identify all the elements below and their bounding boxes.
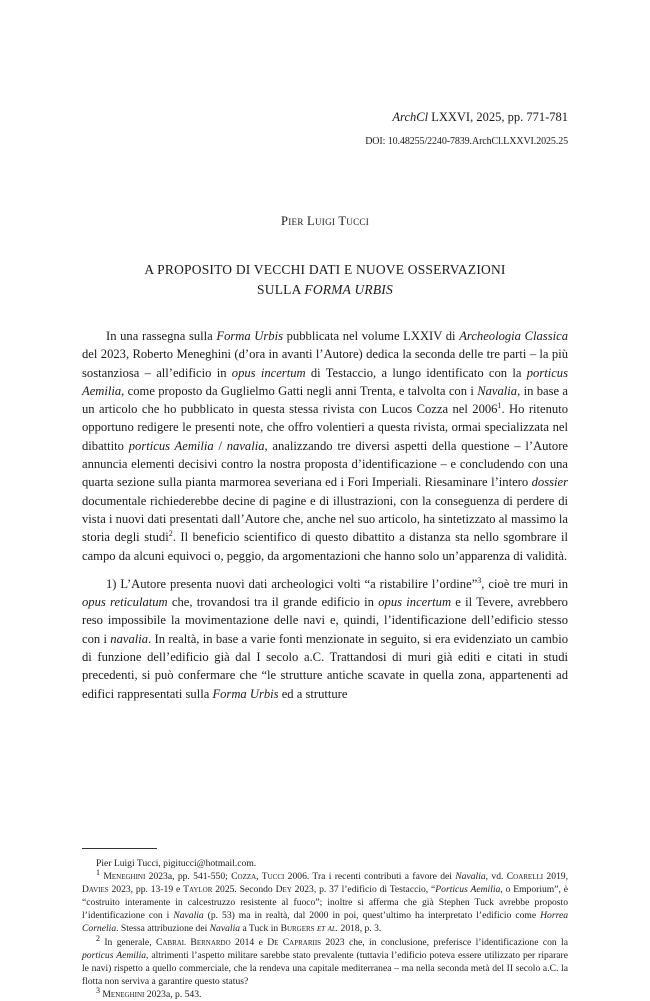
paragraph-1: In una rassegna sulla Forma Urbis pubblicata nel volume LXXIV di Archeologia Classica del 2023, Roberto Meneghini (d’ora in avanti l’Autore) dedica la seconda delle tre parti – la più sostanziosa – all’edificio in opus incertum di Testaccio, a lungo identificato con la porticus Aemilia, come proposto da Guglielmo Gatti negli anni Trenta, e talvolta con i Navalia, in base a un articolo che ho pubblicato in questa stessa rivista con Lucos Cozza nel 2006$^1$. Ho ritenuto opportuno redigere le presenti note, che offro volentieri a questa rivista, ormai specializzata nel dibattito porticus Aemilia / navalia, analizzando tre diversi aspetti della questione – l’Autore annuncia elementi decisivi contro la nostra proposta d’identificazione – e concludendo con una quarta sezione sulla pianta marmorea severiana ed i Fori Imperiali. Riesaminare l’intero dossier documentale richiederebbe decine di pagine e di illustrazioni, con la conseguenza di perdere di vista i nuovi dati presentati dall’Autore che, anche nel suo articolo, ha sintetizzato al massimo la storia degli studi$^2$. Il beneficio scientifico di questo dibattito a distanza sta nello sgombrare il campo da alcuni equivoci o, peggio, da argomentazioni che hanno solo un’apparenza di validità. [82,329,569,563]
footnote-1: $^1$ Meneghini 2023a, pp. 541-550; Cozza, Tucci 2006. Tra i recenti contributi a favore dei Navalia, vd. Coarelli 2019, Davies 2023, pp. 13-19 e Taylor 2025. Secondo Dey 2023, p. 37 l’edificio di Testaccio, “Porticus Aemilia, o Emporium”, è “costruito interamente in calcestruzzo resistente al fuoco”; inoltre si afferma che già Stephen Tuck avrebbe proposto l’identificazione con i Navalia (p. 53) ma in realtà, dal 2000 in poi, quest’ultimo ha interpretato l’edificio come Horrea Cornelia. Stessa attribuzione dei Navalia a Tuck in Burgers et al. 2018, p. 3. [82,867,569,935]
journal-abbrev: ArchCl [392,110,429,124]
author-name: Pier Luigi Tucci [280,214,370,228]
title-text: SULLA [257,282,305,297]
volume-pages: LXXVI, 2025, pp. 771-781 [428,110,568,124]
footnotes [82,857,568,1001]
footnote-divider [82,848,157,849]
body-text [82,327,568,703]
footnote-2: $^2$ In generale, Cabral Bernardo 2014 e De Caprariis 2023 che, in conclusione, preferisce l’identificazione con la porticus Aemilia, altrimenti l’aspetto militare sarebbe stato prevalente (tuttavia l’edificio poteva essere utilizzato per riparare le navi) rispetto a quello commerciale, che la rendeva una capitale mediterranea – ma nella seconda metà del II secolo a.C. la flotta non serviva a garantire questo status? [82,933,568,987]
footnote-ref[interactable]: 2 [168,529,173,539]
title-line-2 [0,282,650,298]
title-italic: FORMA URBIS [304,282,393,297]
journal-citation [392,110,568,125]
footnote-3: $^3$ Meneghini 2023a, p. 543. [96,985,202,1000]
paragraph-2: 1) L’Autore presenta nuovi dati archeologici volti “a ristabilire l’ordine”$^3$, cioè tre muri in opus reticulatum che, trovandosi tra il grande edificio in opus incertum e il Tevere, avrebbero reso impossibile la movimentazione delle navi e, quindi, l’identificazione dell’edificio stesso con i navalia. In realtà, in base a varie fonti menzionate in seguito, si era evidenziato un cambio di funzione dell’edificio già dal I secolo a.C. Trattandosi di muri già editi e citati in studi precedenti, si può confermare che “le strutture antiche scavate in quella zona, appartenenti ad edifici rappresentati sulla Forma Urbis ed a strutture [82,575,568,701]
footnote-ref[interactable]: 1 [497,401,502,410]
doi: DOI: 10.48255/2240-7839.ArchCl.LXXVI.2025.25 [365,136,568,147]
footnote-author: Pier Luigi Tucci, pigitucci@hotmail.com. [96,858,257,869]
footnote-ref[interactable]: 3 [477,575,482,585]
title-line-1: A PROPOSITO DI VECCHI DATI E NUOVE OSSERVAZIONI [144,262,506,277]
